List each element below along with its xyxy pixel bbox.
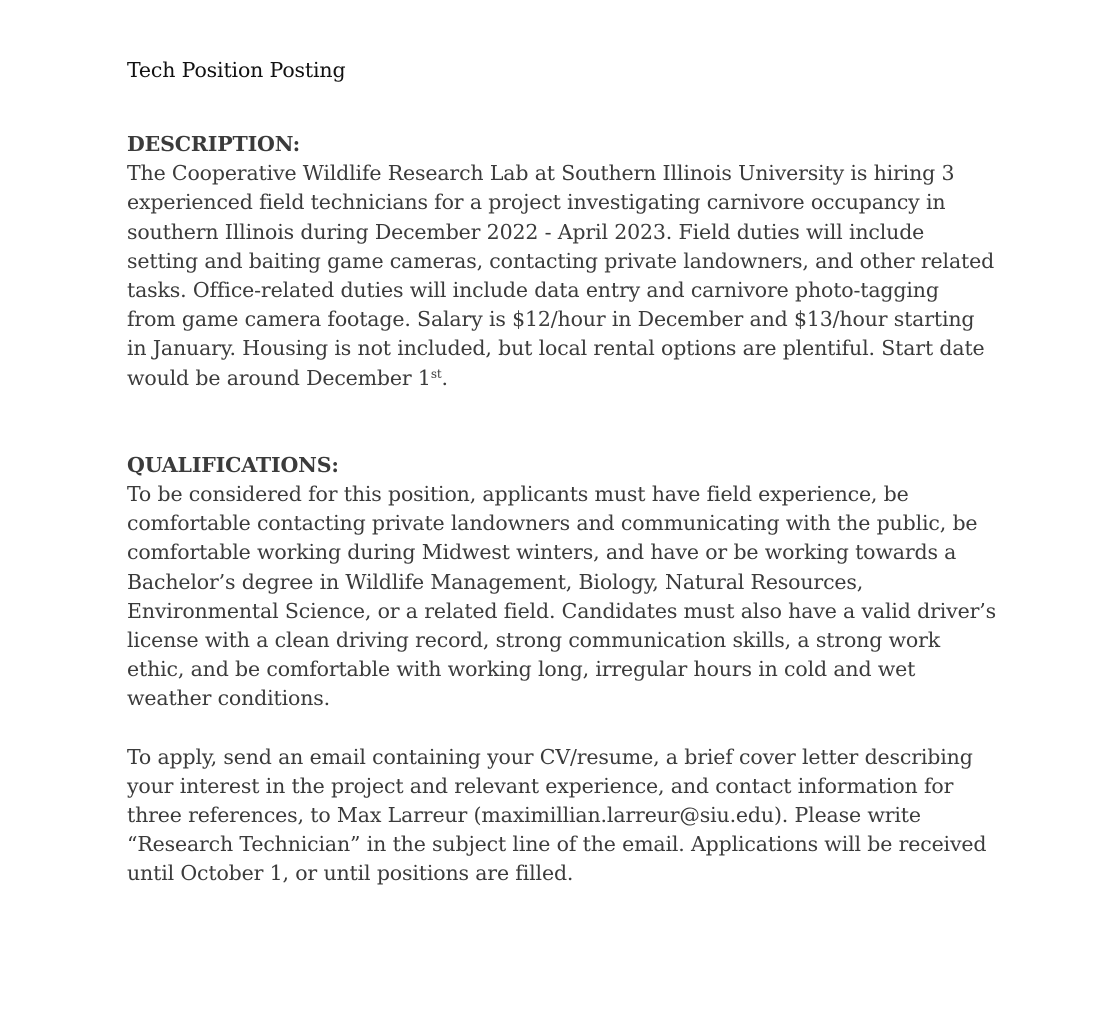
description-line: southern Illinois during December 2022 - April 2023. Field duties will include — [127, 219, 925, 244]
description-line: tasks. Office-related duties will include data entry and carnivore photo-tagging — [127, 278, 939, 303]
start-date-period: . — [441, 365, 448, 390]
qualifications-paragraph — [127, 480, 1027, 714]
description-line-start-date — [127, 364, 1027, 393]
apply-line: your interest in the project and relevant experience, and contact information for — [127, 773, 954, 798]
ordinal-suffix: st — [430, 366, 442, 381]
description-line: setting and baiting game cameras, contacting private landowners, and other related — [127, 248, 995, 273]
qualifications-line: Bachelor’s degree in Wildlife Management, Biology, Natural Resources, — [127, 569, 864, 594]
description-paragraph — [127, 159, 1027, 393]
qualifications-line: comfortable contacting private landowners and communicating with the public, be — [127, 511, 978, 536]
apply-paragraph — [127, 743, 1027, 889]
qualifications-line: Environmental Science, or a related field. Candidates must also have a valid driver’s — [127, 598, 996, 623]
document-page — [127, 56, 1027, 889]
qualifications-line: ethic, and be comfortable with working long, irregular hours in cold and wet — [127, 657, 916, 682]
qualifications-line: license with a clean driving record, strong communication skills, a strong work — [127, 628, 941, 653]
apply-line: until October 1, or until positions are filled. — [127, 861, 574, 886]
apply-line: To apply, send an email containing your CV/resume, a brief cover letter describing — [127, 744, 973, 769]
description-line: from game camera footage. Salary is $12/hour in December and $13/hour starting — [127, 307, 975, 332]
description-line: The Cooperative Wildlife Research Lab at Southern Illinois University is hiring 3 — [127, 161, 955, 186]
qualifications-line: To be considered for this position, applicants must have field experience, be — [127, 482, 909, 507]
qualifications-line: weather conditions. — [127, 686, 331, 711]
qualifications-line: comfortable working during Midwest winters, and have or be working towards a — [127, 540, 957, 565]
start-date-text: would be around December 1 — [127, 365, 431, 390]
apply-line: “Research Technician” in the subject line of the email. Applications will be received — [127, 832, 987, 857]
description-line: experienced field technicians for a project investigating carnivore occupancy in — [127, 190, 946, 215]
qualifications-heading: QUALIFICATIONS: — [127, 452, 339, 477]
description-line: in January. Housing is not included, but local rental options are plentiful. Start date — [127, 336, 985, 361]
apply-line: three references, to Max Larreur (maximillian.larreur@siu.edu). Please write — [127, 803, 921, 828]
description-heading: DESCRIPTION: — [127, 132, 301, 156]
document-title: Tech Position Posting — [127, 58, 346, 82]
